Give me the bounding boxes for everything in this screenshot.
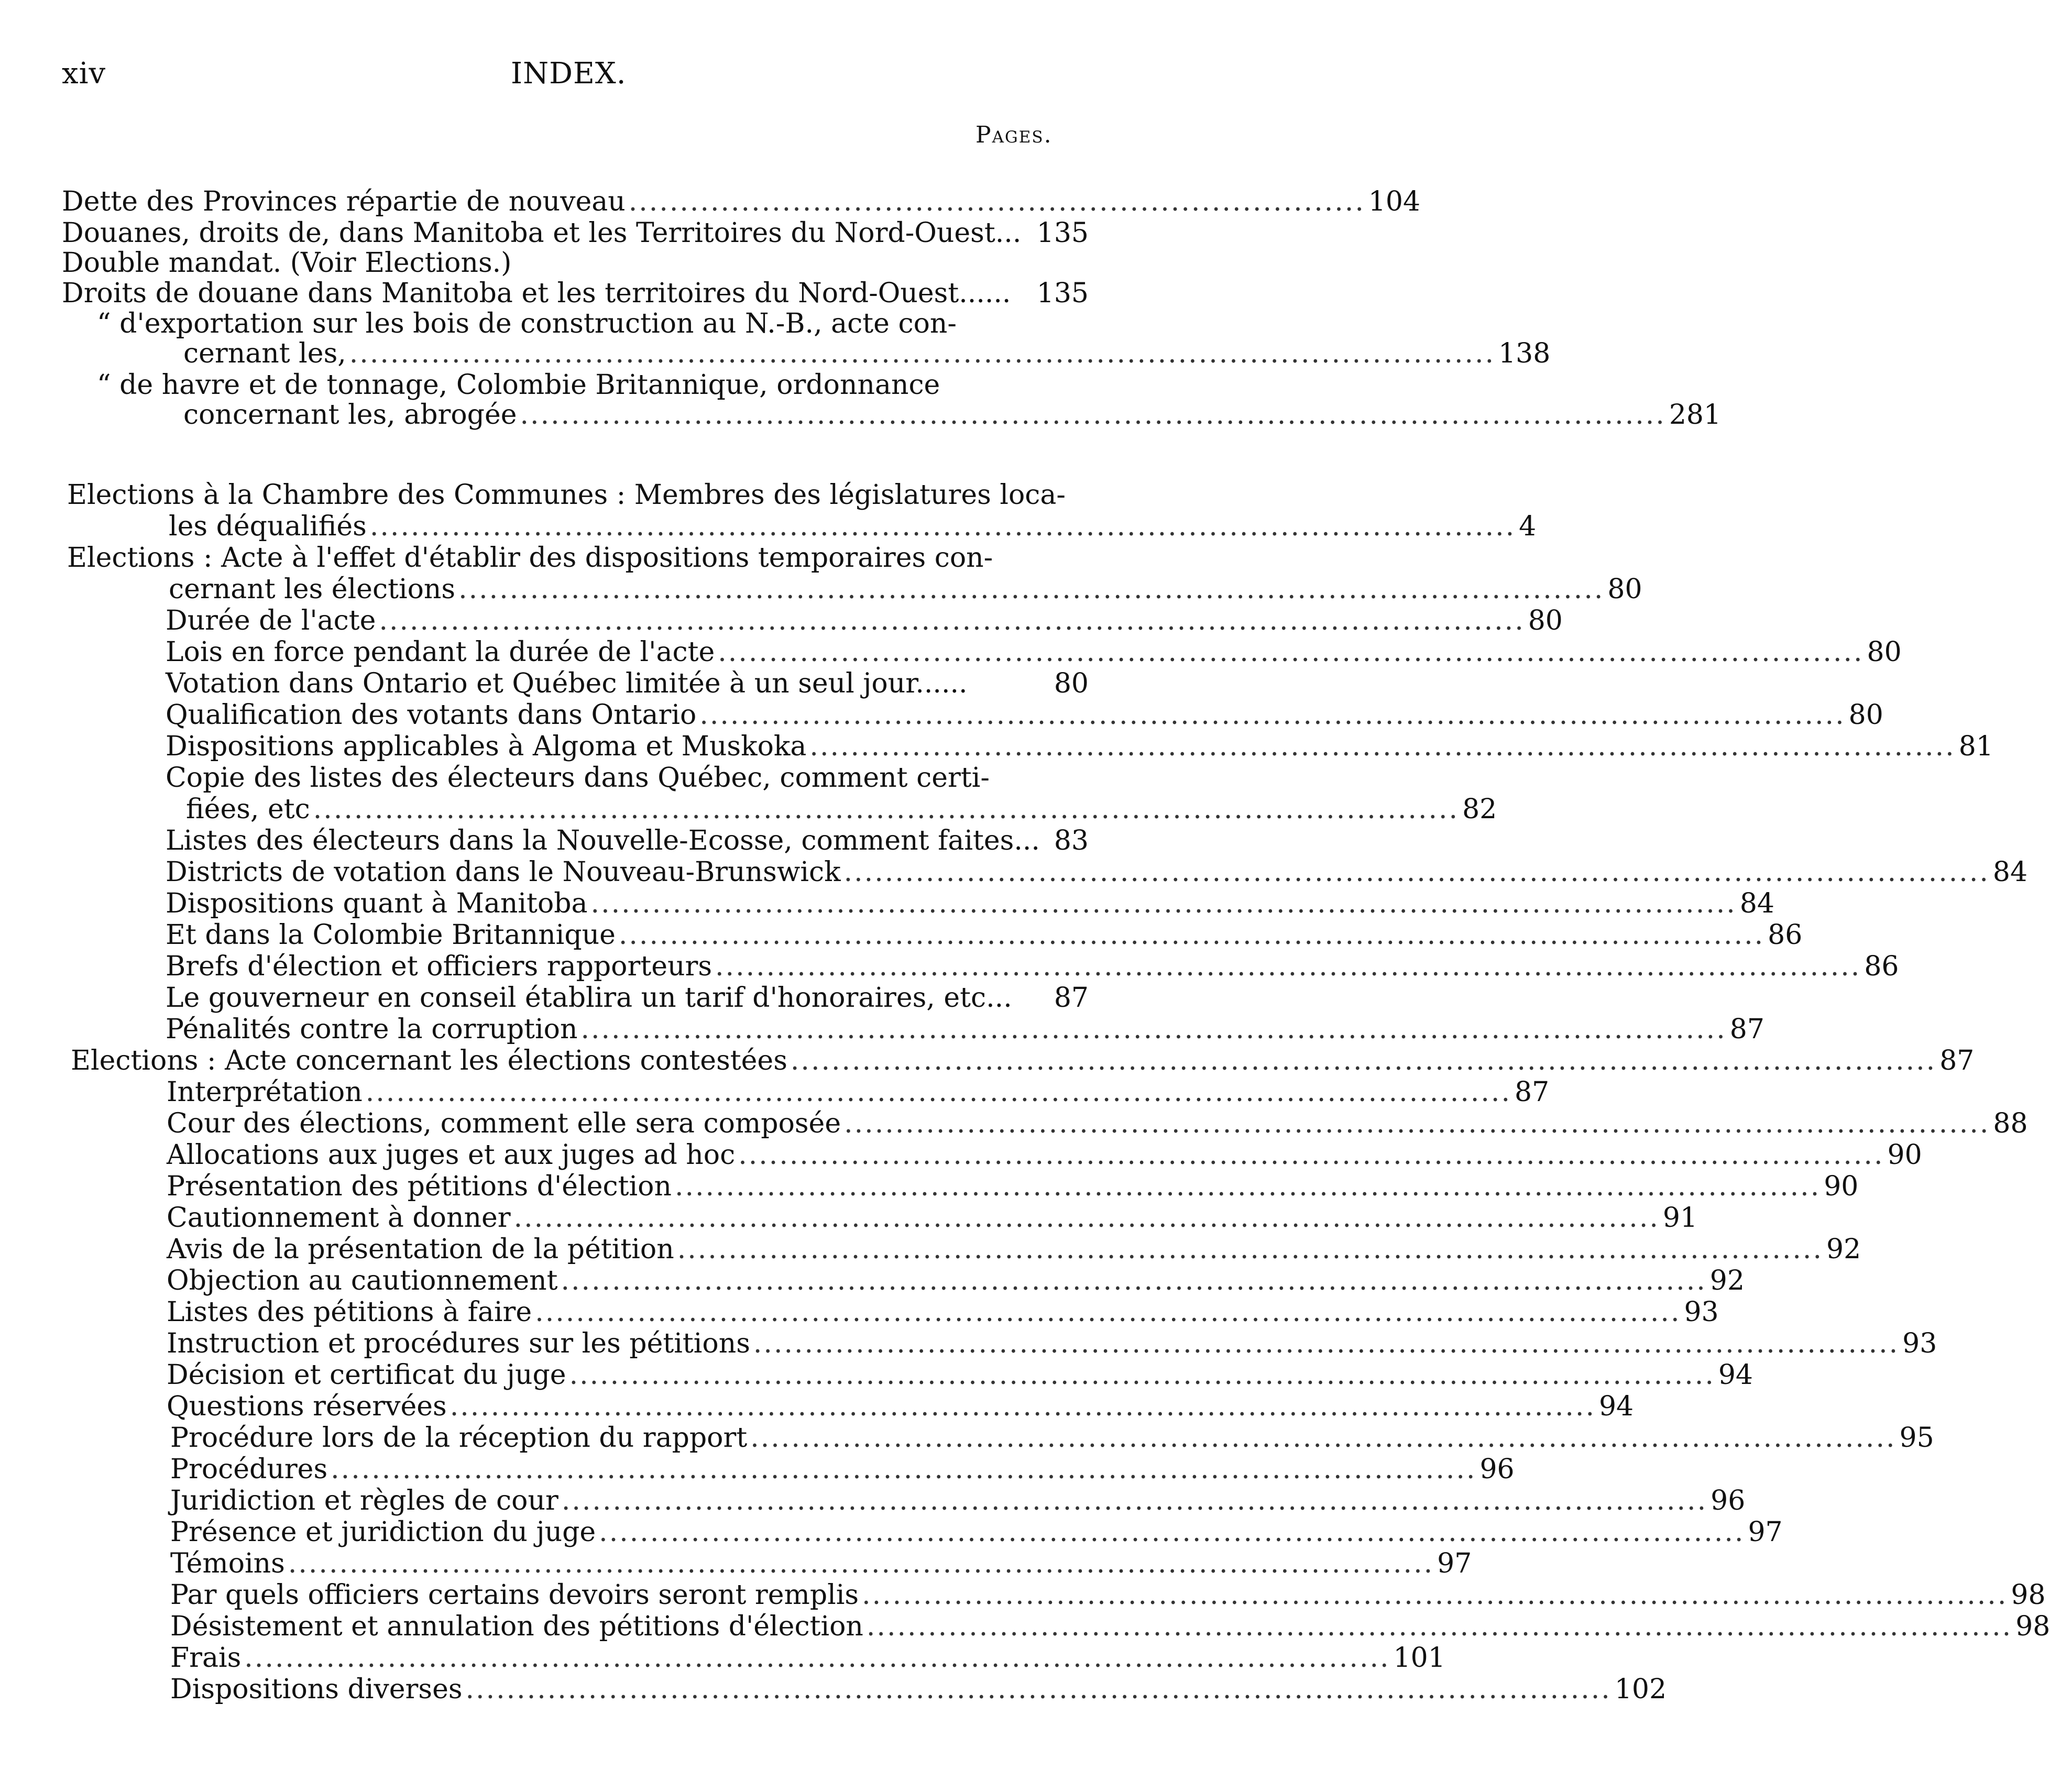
index-entry: “ d'exportation sur les bois de construction au N.-B., acte con- xyxy=(97,308,957,339)
index-entry: Elections : Acte à l'effet d'établir des dispositions temporaires con- xyxy=(67,542,993,574)
index-entry: Par quels officiers certains devoirs seront remplis ................................................................................................................ 98 xyxy=(170,1579,2046,1611)
running-head: INDEX. xyxy=(511,57,627,91)
index-entry: Objection au cautionnement ................................................................................................................ 92 xyxy=(167,1265,1745,1296)
index-entry: Dispositions diverses ................................................................................................................ 102 xyxy=(170,1674,1667,1705)
index-entry: Instruction et procédures sur les pétitions ................................................................................................................ 93 xyxy=(167,1328,1937,1359)
index-entry: Désistement et annulation des pétitions d'élection ................................................................................................................ 98 xyxy=(170,1611,2050,1642)
index-entry: cernant les, ................................................................................................................ 138 xyxy=(183,338,1551,369)
folio-number: xiv xyxy=(62,57,106,91)
index-entry: Double mandat. (Voir Elections.) xyxy=(62,247,512,279)
index-entry: Listes des électeurs dans la Nouvelle-Ecosse, comment faites... 83 xyxy=(166,825,1089,856)
index-entry: Douanes, droits de, dans Manitoba et les Territoires du Nord-Ouest... 135 xyxy=(62,217,1089,249)
index-entry: Elections à la Chambre des Communes : Membres des législatures loca- xyxy=(67,479,1066,511)
index-entry: Brefs d'élection et officiers rapporteurs ................................................................................................................ 86 xyxy=(166,951,1899,982)
index-entry: Droits de douane dans Manitoba et les territoires du Nord-Ouest...... 135 xyxy=(62,278,1089,309)
index-entry: les déqualifiés ................................................................................................................ 4 xyxy=(169,511,1537,542)
index-entry: Procédure lors de la réception du rapport ................................................................................................................ 95 xyxy=(170,1422,1934,1454)
index-entry: Dispositions applicables à Algoma et Muskoka ................................................................................................................ 81 xyxy=(166,731,1993,762)
index-entry: Votation dans Ontario et Québec limitée à un seul jour...... 80 xyxy=(166,668,1089,699)
index-entry: concernant les, abrogée ................................................................................................................ 281 xyxy=(183,399,1722,431)
index-entry: Témoins ................................................................................................................ 97 xyxy=(170,1548,1472,1579)
index-entry: Dispositions quant à Manitoba ................................................................................................................ 84 xyxy=(166,888,1774,919)
pages-column-label: Pages. xyxy=(975,122,1053,148)
index-entry: Listes des pétitions à faire ................................................................................................................ 93 xyxy=(167,1296,1719,1328)
index-entry: Procédures ................................................................................................................ 96 xyxy=(170,1454,1515,1485)
index-entry: Questions réservées ................................................................................................................ 94 xyxy=(167,1391,1634,1422)
index-entry: Avis de la présentation de la pétition ................................................................................................................ 92 xyxy=(167,1234,1861,1265)
index-entry: Le gouverneur en conseil établira un tarif d'honoraires, etc... 87 xyxy=(166,982,1089,1014)
index-entry: Et dans la Colombie Britannique ................................................................................................................ 86 xyxy=(166,919,1803,951)
index-entry: Juridiction et règles de cour ................................................................................................................ 96 xyxy=(170,1485,1746,1516)
index-entry: Districts de votation dans le Nouveau-Brunswick ................................................................................................................ 84 xyxy=(166,856,2028,888)
index-entry: Présence et juridiction du juge ................................................................................................................ 97 xyxy=(170,1516,1783,1548)
index-entry: Décision et certificat du juge ................................................................................................................ 94 xyxy=(167,1359,1753,1391)
index-entry: Elections : Acte concernant les élections contestées ................................................................................................................ 87 xyxy=(71,1045,1975,1076)
index-entry: Pénalités contre la corruption ................................................................................................................ 87 xyxy=(166,1014,1764,1045)
index-entry: Interprétation ................................................................................................................ 87 xyxy=(167,1076,1550,1108)
index-entry: Frais ................................................................................................................ 101 xyxy=(170,1642,1445,1674)
index-entry: cernant les élections ................................................................................................................ 80 xyxy=(169,574,1642,605)
index-entry: Durée de l'acte ................................................................................................................ 80 xyxy=(166,605,1563,636)
index-entry: Lois en force pendant la durée de l'acte ................................................................................................................ 80 xyxy=(166,636,1902,668)
index-entry: Cour des élections, comment elle sera composée ................................................................................................................ 88 xyxy=(167,1108,2028,1139)
index-entry: Cautionnement à donner ................................................................................................................ 91 xyxy=(167,1202,1698,1234)
index-entry: Dette des Provinces répartie de nouveau ........................................................................ 104 xyxy=(62,186,1421,217)
index-entry: fiées, etc ................................................................................................................ 82 xyxy=(186,794,1497,825)
index-entry: Copie des listes des électeurs dans Québec, comment certi- xyxy=(166,762,990,794)
index-entry: Qualification des votants dans Ontario ................................................................................................................ 80 xyxy=(166,699,1883,731)
index-entry: “ de havre et de tonnage, Colombie Britannique, ordonnance xyxy=(97,369,940,401)
index-entry: Allocations aux juges et aux juges ad hoc ................................................................................................................ 90 xyxy=(167,1139,1922,1171)
index-entry: Présentation des pétitions d'élection ................................................................................................................ 90 xyxy=(167,1171,1859,1202)
